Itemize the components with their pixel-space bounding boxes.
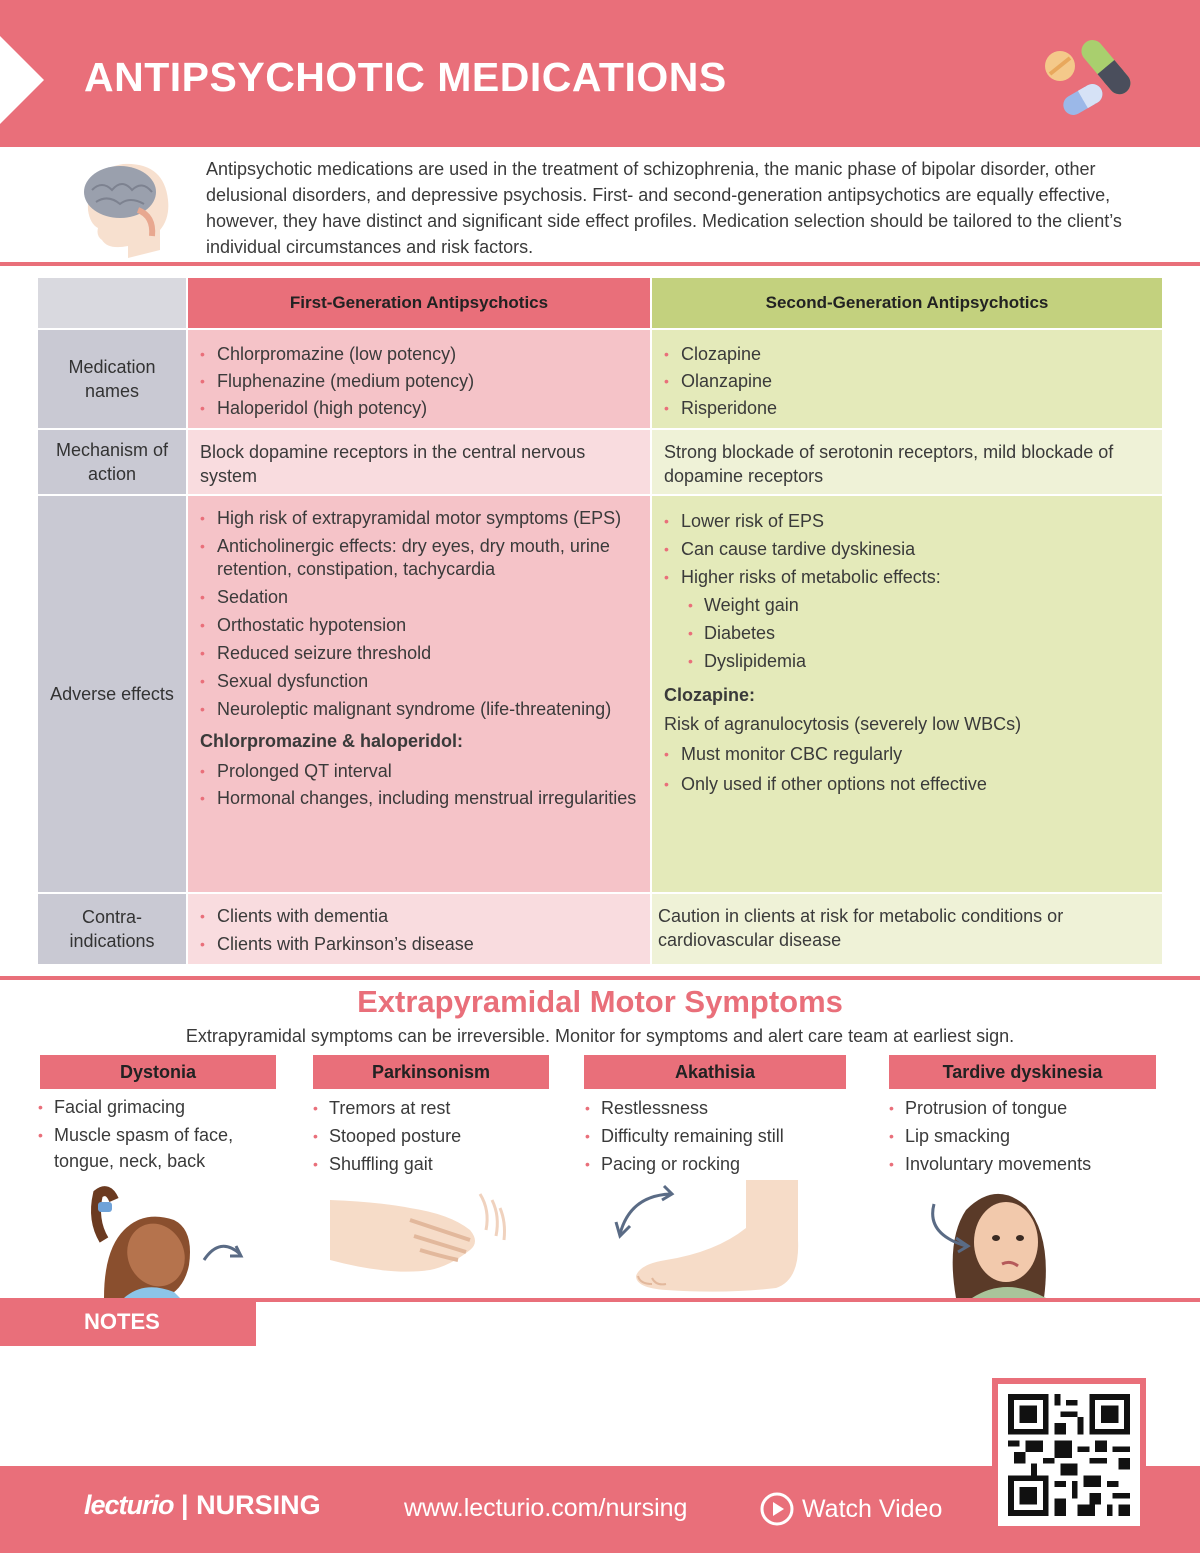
intro-divider xyxy=(0,262,1200,266)
eps-divider xyxy=(0,976,1200,980)
list-item: • Diabetes xyxy=(664,619,1150,647)
pills-icon xyxy=(1040,28,1140,118)
header-banner xyxy=(0,0,1200,147)
first-gen-adverse-cell xyxy=(188,496,650,892)
intro-paragraph: Antipsychotic medications are used in the treatment of schizophrenia, the manic phase of bipolar disorder, other delusional disorders, and depressive psychosis. First- and second-generation antipsychotics are equally effective, however, they have distinct and significant side effect profiles. Medication selection should be tailored to the client’s individual circumstances and risk factors. xyxy=(206,159,1122,257)
list-item: • Fluphenazine (medium potency) xyxy=(200,368,638,395)
second-gen-names-cell xyxy=(652,330,1162,428)
list-item: • Chlorpromazine (low potency) xyxy=(200,341,638,368)
second-gen-header: Second-Generation Antipsychotics xyxy=(652,278,1162,328)
list-item: • Weight gain xyxy=(664,591,1150,619)
list-item: • Olanzapine xyxy=(664,368,1150,395)
akathisia-header: Akathisia xyxy=(584,1055,846,1089)
parkinsonism-illustration xyxy=(330,1180,510,1298)
akathisia-illustration xyxy=(606,1180,806,1298)
list-item: • Neuroleptic malignant syndrome (life-threatening) xyxy=(200,698,638,721)
qr-code-icon xyxy=(1008,1394,1130,1516)
row-label-contraindications: Contra- indications xyxy=(38,894,186,964)
list-item: • Facial grimacing xyxy=(38,1094,278,1120)
footer-url-link[interactable]: www.lecturio.com/nursing xyxy=(404,1494,688,1522)
first-gen-header: First-Generation Antipsychotics xyxy=(188,278,650,328)
list-item: • Stooped posture xyxy=(313,1122,553,1150)
subsection-heading: Chlorpromazine & haloperidol: xyxy=(200,731,464,751)
list-item: • Clozapine xyxy=(664,341,1150,368)
head-brain-illustration xyxy=(68,150,178,260)
list-item: • Difficulty remaining still xyxy=(585,1122,847,1150)
subsection-heading: Clozapine: xyxy=(664,685,756,705)
eps-title: Extrapyramidal Motor Symptoms xyxy=(357,984,843,1019)
list-item: • Prolonged QT interval xyxy=(200,760,638,783)
first-gen-names-cell xyxy=(188,330,650,428)
table-corner xyxy=(38,278,186,328)
list-item: • Clients with Parkinson’s disease xyxy=(200,930,638,958)
list-item: • Anticholinergic effects: dry eyes, dry mouth, urine retention, constipation, tachycardia xyxy=(200,535,638,581)
list-item: • Tremors at rest xyxy=(313,1094,553,1122)
list-item: • Pacing or rocking xyxy=(585,1150,847,1178)
watch-video-label: Watch Video xyxy=(802,1494,943,1523)
row-label-mechanism: Mechanism of action xyxy=(38,430,186,494)
page-title: ANTIPSYCHOTIC MEDICATIONS xyxy=(84,54,727,100)
list-item: • Can cause tardive dyskinesia xyxy=(664,535,1150,563)
first-gen-contra-cell xyxy=(188,894,650,964)
list-item: • Sexual dysfunction xyxy=(200,670,638,693)
list-item: • Muscle spasm of face, tongue, neck, back xyxy=(38,1122,278,1174)
list-item: • Protrusion of tongue xyxy=(889,1094,1159,1122)
list-item: • Orthostatic hypotension xyxy=(200,614,638,637)
eps-subtitle: Extrapyramidal symptoms can be irreversible. Monitor for symptoms and alert care team at earliest sign. xyxy=(185,1026,1015,1046)
parkinsonism-header: Parkinsonism xyxy=(313,1055,549,1089)
parkinsonism-list xyxy=(313,1094,553,1178)
list-item: • Shuffling gait xyxy=(313,1150,553,1178)
list-item: • Lower risk of EPS xyxy=(664,507,1150,535)
list-item: • Haloperidol (high potency) xyxy=(200,395,638,422)
brand-nursing: | NURSING xyxy=(181,1490,321,1520)
list-item: • Restlessness xyxy=(585,1094,847,1122)
dystonia-header: Dystonia xyxy=(40,1055,276,1089)
lecturio-logo: lecturio xyxy=(84,1490,174,1520)
list-item: • Must monitor CBC regularly xyxy=(664,739,1150,769)
tardive-dyskinesia-list xyxy=(889,1094,1159,1178)
list-item: • Clients with dementia xyxy=(200,902,638,930)
list-item: • Sedation xyxy=(200,586,638,609)
list-item: • Only used if other options not effective xyxy=(664,769,1150,799)
brand-logo xyxy=(84,1490,321,1521)
second-gen-contra-cell: Caution in clients at risk for metabolic conditions or cardiovascular disease xyxy=(652,894,1162,964)
tardive-dyskinesia-header: Tardive dyskinesia xyxy=(889,1055,1156,1089)
clozapine-text: Risk of agranulocytosis (severely low WBCs) xyxy=(664,714,1022,734)
dystonia-list xyxy=(38,1094,278,1174)
list-item: • High risk of extrapyramidal motor symptoms (EPS) xyxy=(200,507,638,530)
list-item: • Reduced seizure threshold xyxy=(200,642,638,665)
list-item: • Hormonal changes, including menstrual irregularities xyxy=(200,787,638,810)
tardive-dyskinesia-illustration xyxy=(926,1180,1066,1298)
list-item: • Dyslipidemia xyxy=(664,647,1150,675)
first-gen-mechanism-cell: Block dopamine receptors in the central nervous system xyxy=(188,430,650,494)
list-item: • Lip smacking xyxy=(889,1122,1159,1150)
row-label-medication-names: Medication names xyxy=(38,330,186,428)
dystonia-illustration xyxy=(84,1180,254,1298)
header-arrow xyxy=(0,36,44,124)
watch-video-button[interactable] xyxy=(760,1492,942,1526)
row-label-adverse-effects: Adverse effects xyxy=(38,496,186,892)
notes-divider xyxy=(256,1298,1200,1302)
second-gen-mechanism-cell: Strong blockade of serotonin receptors, mild blockade of dopamine receptors xyxy=(652,430,1162,494)
notes-label: NOTES xyxy=(0,1298,256,1346)
list-item: • Higher risks of metabolic effects: xyxy=(664,563,1150,591)
play-icon xyxy=(760,1492,794,1526)
akathisia-list xyxy=(585,1094,847,1178)
second-gen-adverse-cell xyxy=(652,496,1162,892)
list-item: • Risperidone xyxy=(664,395,1150,422)
qr-code[interactable] xyxy=(992,1378,1146,1532)
list-item: • Involuntary movements xyxy=(889,1150,1159,1178)
